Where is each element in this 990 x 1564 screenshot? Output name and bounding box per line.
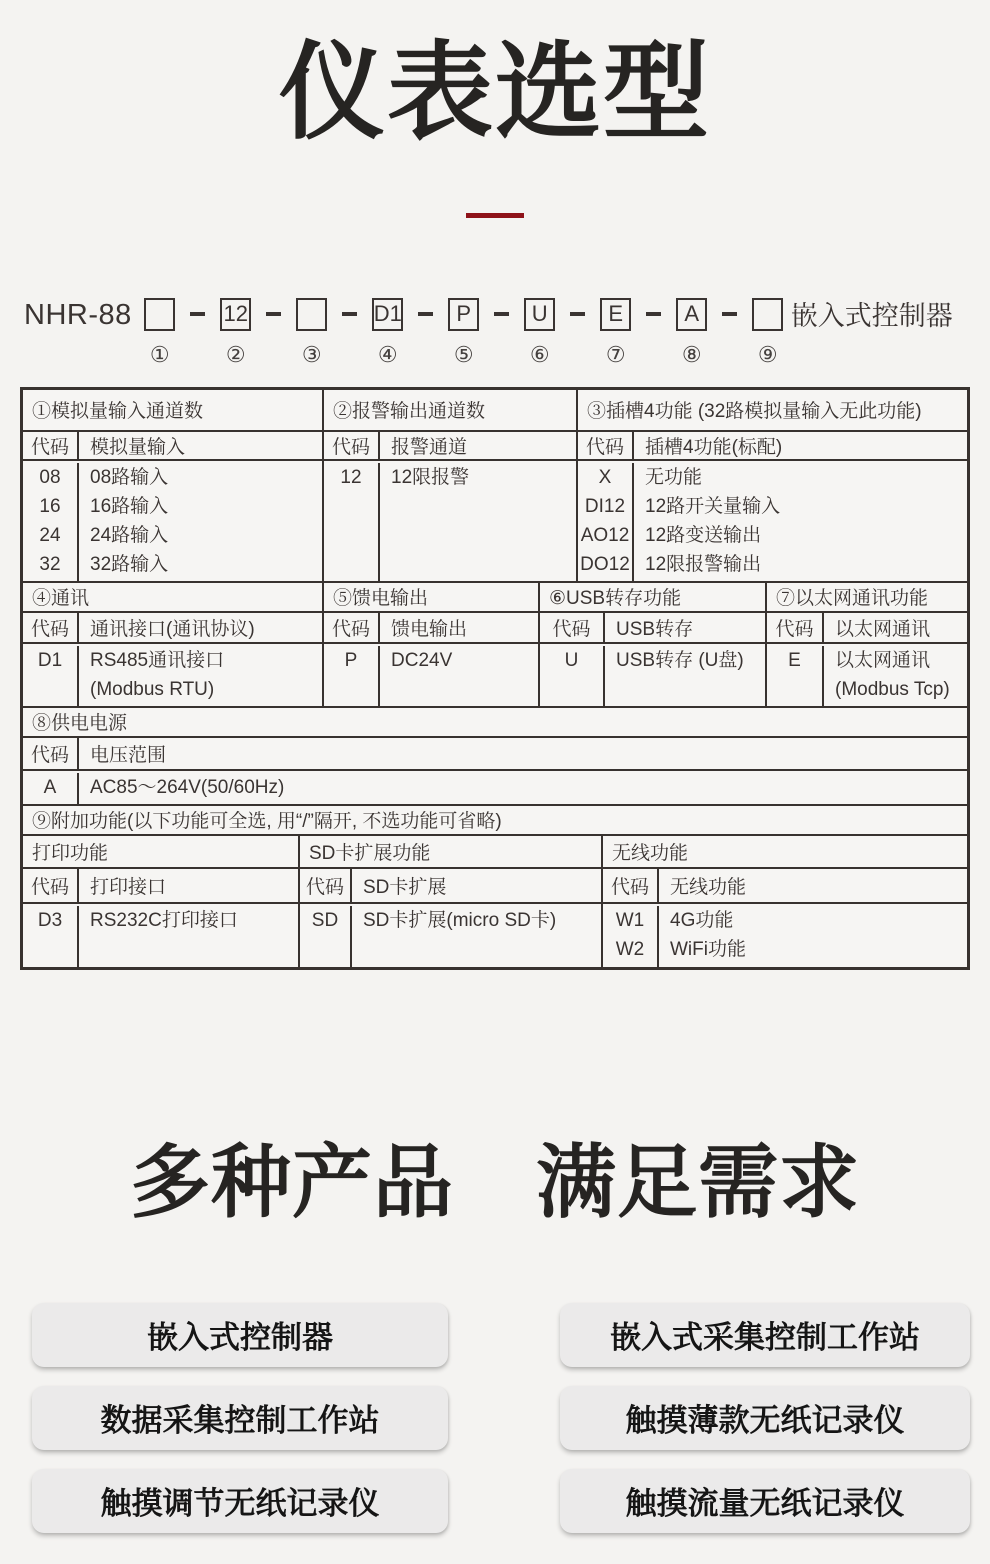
desc-header: 无线功能 bbox=[670, 876, 747, 898]
model-segment-8 bbox=[675, 298, 709, 368]
code-header: 代码 bbox=[23, 613, 79, 642]
segment-number-7: ⑦ bbox=[605, 341, 626, 367]
code-header: 代码 bbox=[23, 869, 79, 902]
model-segment-1 bbox=[143, 298, 177, 368]
desc-cell: 12限报警输出 bbox=[645, 553, 762, 575]
section-feed-output bbox=[322, 583, 538, 706]
desc-header: 通讯接口(通讯协议) bbox=[90, 618, 255, 640]
code-cell: X bbox=[598, 466, 612, 488]
dash-separator bbox=[633, 298, 675, 331]
sub-title: 打印功能 bbox=[23, 836, 298, 869]
desc-header: 模拟量输入 bbox=[90, 436, 186, 458]
desc-cell: 无功能 bbox=[645, 466, 703, 488]
bottom-headline bbox=[0, 1118, 990, 1233]
section-additional-functions bbox=[23, 806, 967, 967]
code-header: 代码 bbox=[578, 432, 634, 459]
segment-number-3: ③ bbox=[301, 341, 322, 367]
code-cell: AO12 bbox=[580, 524, 630, 546]
section-title: ⑤馈电输出 bbox=[324, 583, 538, 613]
section-alarm-output bbox=[322, 390, 576, 581]
table-row-d bbox=[23, 804, 967, 967]
section-title: ⑨附加功能(以下功能可全选, 用“/”隔开, 不选功能可省略) bbox=[23, 806, 967, 836]
segment-number-6: ⑥ bbox=[529, 341, 550, 367]
model-segment-4 bbox=[371, 298, 405, 368]
model-box-additional bbox=[752, 298, 783, 331]
title-divider bbox=[466, 213, 524, 218]
desc-cell: 24路输入 bbox=[90, 524, 169, 546]
segment-number-5: ⑤ bbox=[453, 341, 474, 367]
section-slot4-function bbox=[576, 390, 967, 581]
desc-cell: 12路开关量输入 bbox=[645, 495, 781, 517]
table-row-a bbox=[23, 390, 967, 581]
desc-cell: 16路输入 bbox=[90, 495, 169, 517]
section-power-supply bbox=[23, 708, 967, 804]
desc-cell: 32路输入 bbox=[90, 553, 169, 575]
segment-number-2: ② bbox=[225, 341, 246, 367]
product-button-touch-slim-recorder[interactable]: 触摸薄款无纸记录仪 bbox=[560, 1386, 970, 1450]
table-row-c bbox=[23, 706, 967, 804]
code-cell: 32 bbox=[39, 553, 61, 575]
model-prefix: NHR-88 bbox=[24, 298, 132, 331]
section-title: ②报警输出通道数 bbox=[324, 390, 576, 432]
table-row-b bbox=[23, 581, 967, 706]
sub-title: 无线功能 bbox=[603, 836, 967, 869]
section-analog-input bbox=[23, 390, 322, 581]
code-header: 代码 bbox=[23, 432, 79, 459]
section-title: ⑧供电电源 bbox=[23, 708, 967, 738]
code-header: 代码 bbox=[324, 613, 380, 642]
desc-header: USB转存 bbox=[616, 618, 694, 640]
desc-cell: 4G功能 bbox=[670, 909, 734, 931]
desc-cell: (Modbus RTU) bbox=[90, 678, 215, 700]
model-segment-5 bbox=[447, 298, 481, 368]
model-box-usb: U bbox=[524, 298, 555, 331]
code-cell: 16 bbox=[39, 495, 61, 517]
desc-cell: WiFi功能 bbox=[670, 938, 746, 960]
code-cell: DO12 bbox=[580, 553, 630, 575]
code-cell: DI12 bbox=[584, 495, 626, 517]
code-cell: A bbox=[43, 776, 57, 798]
section-title: ④通讯 bbox=[23, 583, 322, 613]
desc-header: 馈电输出 bbox=[391, 618, 468, 640]
desc-header: 电压范围 bbox=[90, 744, 167, 766]
dash-separator bbox=[253, 298, 295, 331]
desc-header: 报警通道 bbox=[391, 436, 468, 458]
sub-wireless bbox=[601, 836, 967, 967]
desc-header: 以太网通讯 bbox=[835, 618, 931, 640]
section-title: ③插槽4功能 (32路模拟量输入无此功能) bbox=[578, 390, 967, 432]
code-cell: E bbox=[788, 649, 801, 671]
model-box-slot4 bbox=[296, 298, 327, 331]
product-button-embedded-acquisition-workstation[interactable]: 嵌入式采集控制工作站 bbox=[560, 1303, 970, 1367]
desc-cell: SD卡扩展(micro SD卡) bbox=[363, 909, 557, 931]
code-header: 代码 bbox=[324, 432, 380, 459]
headline-part1: 多种产品 bbox=[130, 1137, 454, 1227]
sub-sd-card bbox=[298, 836, 601, 967]
headline-part2: 满足需求 bbox=[536, 1137, 860, 1227]
code-header: 代码 bbox=[23, 738, 79, 769]
section-ethernet bbox=[765, 583, 967, 706]
product-button-touch-regulating-recorder[interactable]: 触摸调节无纸记录仪 bbox=[32, 1469, 448, 1533]
dash-separator bbox=[481, 298, 523, 331]
model-box-analog-channels bbox=[144, 298, 175, 331]
sub-title: SD卡扩展功能 bbox=[300, 836, 601, 869]
product-button-touch-flow-recorder[interactable]: 触摸流量无纸记录仪 bbox=[560, 1469, 970, 1533]
dash-separator bbox=[177, 298, 219, 331]
desc-cell: 以太网通讯 bbox=[835, 649, 931, 671]
code-cell: 12 bbox=[340, 466, 362, 488]
code-cell: W2 bbox=[615, 938, 645, 960]
code-cell: D1 bbox=[37, 649, 63, 671]
desc-cell: 08路输入 bbox=[90, 466, 169, 488]
code-cell: D3 bbox=[37, 909, 63, 931]
desc-cell: (Modbus Tcp) bbox=[835, 678, 950, 700]
desc-header: SD卡扩展 bbox=[363, 876, 447, 898]
code-header: 代码 bbox=[300, 869, 352, 902]
code-cell: U bbox=[564, 649, 579, 671]
code-cell: 08 bbox=[39, 466, 61, 488]
sub-print-function bbox=[23, 836, 298, 967]
segment-number-4: ④ bbox=[377, 341, 398, 367]
model-box-ethernet: E bbox=[600, 298, 631, 331]
segment-number-8: ⑧ bbox=[681, 341, 702, 367]
section-title: ⑥USB转存功能 bbox=[540, 583, 765, 613]
desc-header: 插槽4功能(标配) bbox=[645, 436, 783, 458]
products-grid bbox=[32, 1303, 990, 1533]
segment-number-1: ① bbox=[149, 341, 170, 367]
desc-cell: AC85～264V(50/60Hz) bbox=[90, 776, 285, 798]
model-segment-9 bbox=[751, 298, 785, 368]
dash-separator bbox=[405, 298, 447, 331]
model-box-communication: D1 bbox=[372, 298, 403, 331]
code-cell: W1 bbox=[615, 909, 645, 931]
desc-cell: RS485通讯接口 bbox=[90, 649, 225, 671]
desc-cell: USB转存 (U盘) bbox=[616, 649, 744, 671]
desc-cell: RS232C打印接口 bbox=[90, 909, 238, 931]
desc-cell: 12限报警 bbox=[391, 466, 470, 488]
model-box-feed-output: P bbox=[448, 298, 479, 331]
section-title: ⑦以太网通讯功能 bbox=[767, 583, 967, 613]
model-box-alarm-channels: 12 bbox=[220, 298, 251, 331]
model-segment-3 bbox=[295, 298, 329, 368]
dash-separator bbox=[557, 298, 599, 331]
dash-separator bbox=[329, 298, 371, 331]
code-header: 代码 bbox=[767, 613, 824, 642]
selection-table bbox=[20, 387, 970, 970]
code-cell: P bbox=[344, 649, 358, 671]
model-segment-2 bbox=[219, 298, 253, 368]
model-suffix: 嵌入式控制器 bbox=[790, 300, 953, 331]
desc-cell: 12路变送输出 bbox=[645, 524, 762, 546]
code-header: 代码 bbox=[540, 613, 605, 642]
segment-number-9: ⑨ bbox=[757, 341, 778, 367]
desc-cell: DC24V bbox=[391, 649, 453, 671]
dash-separator bbox=[709, 298, 751, 331]
model-box-power: A bbox=[676, 298, 707, 331]
code-header: 代码 bbox=[603, 869, 659, 902]
model-segment-6 bbox=[523, 298, 557, 368]
code-cell: SD bbox=[311, 909, 339, 931]
section-usb-transfer bbox=[538, 583, 765, 706]
desc-header: 打印接口 bbox=[90, 876, 167, 898]
section-communication bbox=[23, 583, 322, 706]
section-title: ①模拟量输入通道数 bbox=[23, 390, 322, 432]
model-code-row bbox=[24, 298, 990, 368]
product-button-embedded-controller[interactable]: 嵌入式控制器 bbox=[32, 1303, 448, 1367]
product-button-data-acquisition-workstation[interactable]: 数据采集控制工作站 bbox=[32, 1386, 448, 1450]
model-segment-7 bbox=[599, 298, 633, 368]
page-title: 仪表选型 bbox=[279, 34, 711, 152]
code-cell: 24 bbox=[39, 524, 61, 546]
